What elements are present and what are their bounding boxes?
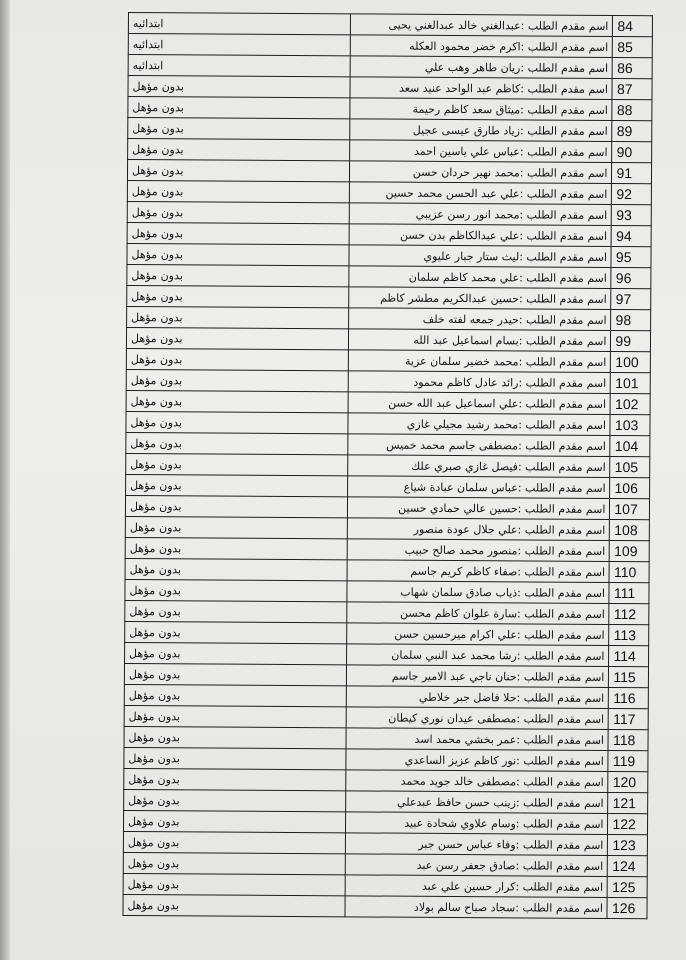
applicant-label: اسم مقدم الطلب : [516,648,605,663]
qualification-cell: بدون مؤهل [126,432,348,454]
applicants-table-body [123,13,653,919]
qualification-cell: بدون مؤهل [125,537,347,559]
applicant-name: زياد طارق عيسى عجيل [412,123,521,137]
applicant-name: نور كاظم عزيز الساعدي [404,753,517,767]
row-number-cell: 97 [611,288,651,309]
qualification-cell: بدون مؤهل [127,222,349,244]
applicant-label: اسم مقدم الطلب : [519,207,608,222]
applicant-name-cell [345,896,608,919]
applicant-name: وسام علاوي شحادة عبيد [404,816,516,830]
applicant-name: مصطفى خالد جويد محمد [400,774,517,788]
row-number-cell: 117 [609,708,649,729]
row-number-cell: 120 [608,771,648,792]
applicant-label: اسم مقدم الطلب : [519,186,608,201]
applicant-label: اسم مقدم الطلب : [517,606,605,621]
applicant-name-cell [348,413,611,436]
applicant-name: سارة علوان كاظم محسن [400,606,518,620]
qualification-cell: ابتدائيه [128,34,350,56]
qualification-cell: بدون مؤهل [125,558,347,580]
applicant-name-cell [348,455,611,478]
applicant-name: اكرم خضر محمود العكله [409,39,521,53]
qualification-cell: بدون مؤهل [127,243,349,265]
applicant-name: حسين عالي حمادي حسين [398,501,518,515]
row-number-cell: 119 [608,750,648,771]
applicant-label: اسم مقدم الطلب : [516,627,605,642]
row-number-cell: 125 [608,876,648,897]
row-number-cell: 112 [609,603,649,624]
applicant-label: اسم مقدم الطلب : [518,438,606,453]
applicant-name: علي اكرام ميرحسين حسن [394,627,517,641]
applicant-name: علي عبد الحسن محمد حسين [385,186,520,200]
qualification-cell: بدون مؤهل [128,76,350,98]
qualification-cell: بدون مؤهل [124,726,346,748]
applicant-label: اسم مقدم الطلب : [520,81,609,96]
applicant-name-cell [348,434,611,457]
applicant-label: اسم مقدم الطلب : [517,564,606,579]
row-number-cell: 86 [613,57,653,78]
applicant-name-cell [347,602,610,625]
qualification-cell: بدون مؤهل [126,369,348,391]
row-number-cell: 85 [613,36,653,57]
applicant-name-cell [345,854,608,877]
row-number-cell: 100 [611,351,651,372]
row-number-cell: 105 [610,456,650,477]
applicant-name-cell [347,539,610,562]
applicant-name-cell [348,371,611,394]
qualification-cell: بدون مؤهل [128,139,350,161]
applicant-name: عمر بخشي محمد اسد [414,732,517,746]
applicant-name: ريان طاهر وهب علي [424,60,521,74]
applicant-name-cell [347,623,610,646]
row-number-cell: 91 [612,162,652,183]
row-number-cell: 101 [611,372,651,393]
qualification-cell: ابتدائيه [128,13,350,35]
applicant-name-cell [345,812,608,835]
applicant-name-cell [345,875,608,898]
row-number-cell: 94 [612,225,652,246]
applicant-name: علي عبدالكاظم بدن حسن [399,228,520,242]
applicant-label: اسم مقدم الطلب : [516,753,604,768]
applicant-name-cell [349,203,612,226]
row-number-cell: 124 [608,855,648,876]
applicant-label: اسم مقدم الطلب : [518,333,607,348]
applicant-label: اسم مقدم الطلب : [520,18,609,33]
applicant-name-cell [350,140,613,163]
qualification-cell: بدون مؤهل [125,495,347,517]
applicant-name: صادق جعفر رسن عبد [416,858,516,872]
applicants-table [122,12,653,919]
applicant-label: اسم مقدم الطلب : [517,522,606,537]
table-row [123,894,647,918]
applicant-name-cell [347,560,610,583]
applicant-label: اسم مقدم الطلب : [516,690,605,705]
applicant-label: اسم مقدم الطلب : [516,669,605,684]
applicant-name-cell [347,476,610,499]
applicant-name: مصطفى عيدان نوري كيطان [388,711,517,725]
applicant-label: اسم مقدم الطلب : [518,291,607,306]
applicant-label: اسم مقدم الطلب : [518,375,607,390]
applicant-name-cell [346,707,609,730]
row-number-cell: 115 [609,666,649,687]
applicant-label: اسم مقدم الطلب : [518,312,607,327]
applicant-label: اسم مقدم الطلب : [519,228,608,243]
applicant-name: حسين عبدالكريم مطشر كاظم [380,291,520,305]
row-number-cell: 109 [610,540,650,561]
row-number-cell: 103 [610,414,650,435]
applicant-name: سجاد صباح سالم بولاد [413,900,516,914]
applicant-name-cell [346,749,609,772]
row-number-cell: 123 [608,834,648,855]
applicant-name: علي اسماعيل عبد الله حسن [388,396,519,410]
row-number-cell: 126 [607,897,647,918]
applicant-label: اسم مقدم الطلب : [516,732,605,747]
applicant-name-cell [350,119,613,142]
row-number-cell: 108 [610,519,650,540]
applicant-name: حيدر جمعه لفته خلف [422,312,519,326]
applicant-label: اسم مقدم الطلب : [515,816,604,831]
applicant-name: عباس سلمان عبادة شياع [403,480,518,494]
applicant-label: اسم مقدم الطلب : [516,774,604,789]
qualification-cell: بدون مؤهل [125,621,347,643]
qualification-cell: بدون مؤهل [126,453,348,475]
row-number-cell: 90 [612,141,652,162]
applicant-name: علي جلال عودة منصور [413,522,518,536]
qualification-cell: بدون مؤهل [123,873,345,895]
applicant-label: اسم مقدم الطلب : [520,60,609,75]
applicant-name: فيصل غازي صبري علك [411,459,519,473]
applicant-label: اسم مقدم الطلب : [516,711,605,726]
applicant-name: ذياب صادق سلمان شهاب [400,585,518,599]
applicant-name: عباس علي ياسين احمد [414,144,520,158]
applicant-name-cell [346,686,609,709]
applicant-name-cell [346,665,609,688]
qualification-cell: بدون مؤهل [125,642,347,664]
row-number-cell: 93 [612,204,652,225]
applicant-name: رشا محمد عبد النبي سلمان [391,648,517,662]
qualification-cell: بدون مؤهل [127,285,349,307]
applicant-name-cell [349,182,612,205]
applicant-name-cell [350,98,613,121]
applicant-name: محمد خضير سلمان عزية [404,354,519,368]
applicant-label: اسم مقدم الطلب : [519,270,607,285]
paper-edge [0,0,10,960]
applicant-name-cell [350,77,613,100]
applicant-name-cell [349,245,612,268]
qualification-cell: بدون مؤهل [128,118,350,140]
qualification-cell: بدون مؤهل [123,894,345,916]
row-number-cell: 116 [609,687,649,708]
qualification-cell: ابتدائيه [128,55,350,77]
applicant-name-cell [345,833,608,856]
qualification-cell: بدون مؤهل [126,327,348,349]
applicant-name: زينب حسن حافظ عبدعلي [397,795,516,809]
row-number-cell: 88 [612,99,652,120]
applicant-name-cell [346,791,609,814]
applicant-name: مصطفى جاسم محمد خميس [386,438,519,452]
applicant-label: اسم مقدم الطلب : [520,39,609,54]
applicant-name-cell [350,35,613,58]
applicant-name-cell [346,728,609,751]
qualification-cell: بدون مؤهل [126,390,348,412]
applicant-name-cell [347,518,610,541]
applicant-name: ليث ستار جبار عليوي [423,249,520,263]
applicant-label: اسم مقدم الطلب : [518,417,606,432]
applicant-name: كرار حسين علي عبد [421,879,516,893]
applicant-label: اسم مقدم الطلب : [519,123,608,138]
applicant-name: كاظم عبد الواحد عنيد سعد [398,81,521,95]
applicant-name-cell [347,497,610,520]
applicant-label: اسم مقدم الطلب : [520,102,608,117]
row-number-cell: 106 [610,477,650,498]
applicant-label: اسم مقدم الطلب : [517,459,606,474]
applicant-name: وفاء عباس حسن جبر [418,837,516,851]
applicant-label: اسم مقدم الطلب : [515,900,604,915]
applicant-name-cell [349,308,612,331]
applicant-name: محمد انور رسن عزيبي [415,207,520,221]
qualification-cell: بدون مؤهل [127,160,349,182]
applicant-name: علي محمد كاظم سلمان [408,270,520,284]
row-number-cell: 96 [611,267,651,288]
applicant-label: اسم مقدم الطلب : [517,480,606,495]
qualification-cell: بدون مؤهل [127,201,349,223]
row-number-cell: 118 [608,729,648,750]
applicant-name: منصور محمد صالح حبيب [404,543,518,557]
applicant-label: اسم مقدم الطلب : [519,144,608,159]
row-number-cell: 89 [612,120,652,141]
row-number-cell: 122 [608,813,648,834]
qualification-cell: بدون مؤهل [124,705,346,727]
applicant-name-cell [349,224,612,247]
qualification-cell: بدون مؤهل [123,810,345,832]
applicant-name-cell [346,644,609,667]
applicant-name-cell [350,56,613,79]
row-number-cell: 102 [611,393,651,414]
qualification-cell: بدون مؤهل [124,768,346,790]
applicant-label: اسم مقدم الطلب : [515,795,604,810]
applicant-name: حنان ناجي عبد الامير جاسم [391,669,517,683]
qualification-cell: بدون مؤهل [123,852,345,874]
applicant-label: اسم مقدم الطلب : [517,585,605,600]
qualification-cell: بدون مؤهل [124,747,346,769]
applicant-name: عبدالغني خالد عبدالغني يحيى [388,18,521,32]
applicant-name: محمد نهير حردان حسن [412,165,520,179]
applicant-name-cell [349,287,612,310]
applicant-name-cell [346,770,609,793]
applicant-name: صفاء كاظم كريم جاسم [410,564,518,578]
row-number-cell: 110 [609,561,649,582]
applicant-name-cell [349,266,612,289]
qualification-cell: بدون مؤهل [127,306,349,328]
row-number-cell: 95 [611,246,651,267]
applicant-name-cell [348,329,611,352]
qualification-cell: بدون مؤهل [125,579,347,601]
applicant-name-cell [349,161,612,184]
applicant-label: اسم مقدم الطلب : [515,837,604,852]
applicant-name: ميثاق سعد كاظم رحيمة [412,102,521,116]
row-number-cell: 111 [609,582,649,603]
qualification-cell: بدون مؤهل [124,684,346,706]
applicant-name: بسام اسماعيل عبد الله [413,333,519,347]
applicant-label: اسم مقدم الطلب : [517,501,606,516]
applicant-name: محمد رشيد مجيلي غازي [406,417,519,431]
row-number-cell: 104 [610,435,650,456]
row-number-cell: 107 [610,498,650,519]
qualification-cell: بدون مؤهل [128,97,350,119]
row-number-cell: 92 [612,183,652,204]
applicant-label: اسم مقدم الطلب : [519,165,608,180]
applicant-label: اسم مقدم الطلب : [519,249,608,264]
qualification-cell: بدون مؤهل [124,789,346,811]
applicant-name-cell [348,350,611,373]
row-number-cell: 99 [611,330,651,351]
row-number-cell: 114 [609,645,649,666]
applicant-label: اسم مقدم الطلب : [517,543,606,558]
applicant-label: اسم مقدم الطلب : [518,354,607,369]
qualification-cell: بدون مؤهل [127,264,349,286]
qualification-cell: بدون مؤهل [126,348,348,370]
qualification-cell: بدون مؤهل [126,411,348,433]
row-number-cell: 87 [612,78,652,99]
row-number-cell: 84 [613,15,653,36]
applicant-label: اسم مقدم الطلب : [518,396,607,411]
applicant-name-cell [348,392,611,415]
qualification-cell: بدون مؤهل [125,516,347,538]
qualification-cell: بدون مؤهل [124,663,346,685]
qualification-cell: بدون مؤهل [125,600,347,622]
applicant-label: اسم مقدم الطلب : [515,879,604,894]
applicant-name-cell [350,14,613,37]
qualification-cell: بدون مؤهل [127,180,349,202]
applicant-name: حلا فاضل جبر خلاطي [418,690,517,704]
applicant-name-cell [347,581,610,604]
qualification-cell: بدون مؤهل [123,831,345,853]
row-number-cell: 113 [609,624,649,645]
row-number-cell: 121 [608,792,648,813]
row-number-cell: 98 [611,309,651,330]
applicant-name: رائد عادل كاظم محمود [413,375,519,389]
qualification-cell: بدون مؤهل [126,474,348,496]
applicant-label: اسم مقدم الطلب : [515,858,604,873]
